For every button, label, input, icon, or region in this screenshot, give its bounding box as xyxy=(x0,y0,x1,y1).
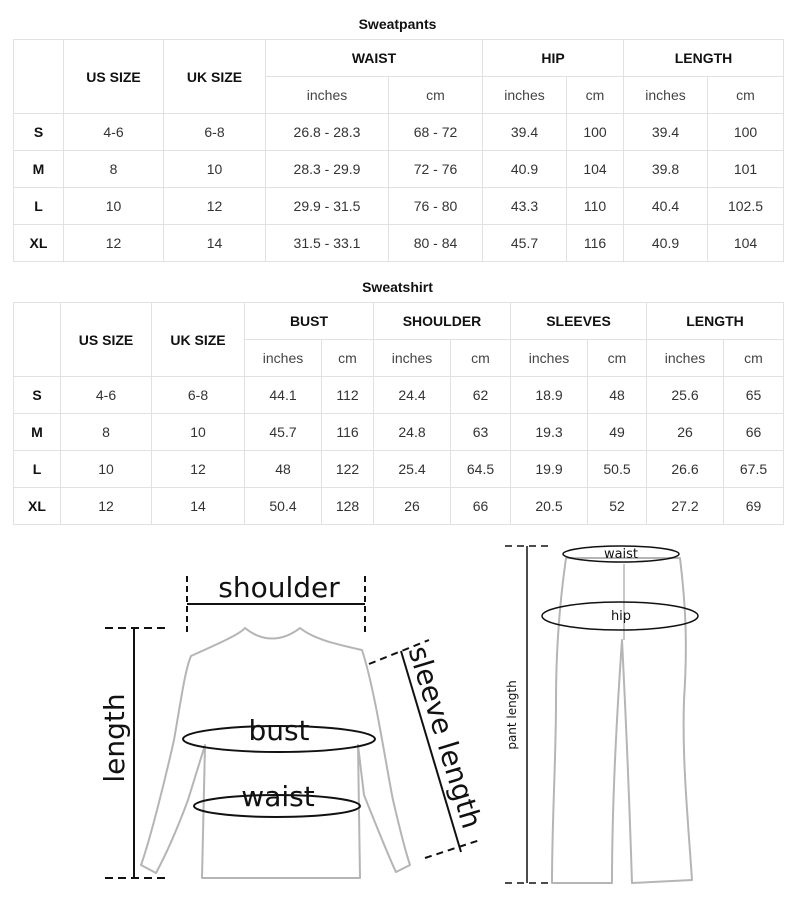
length-in-cell: 25.6 xyxy=(647,377,724,414)
unit-inches: inches xyxy=(624,77,708,114)
uk-size-cell: 14 xyxy=(152,488,245,525)
size-header-empty xyxy=(14,303,61,377)
length-cm-cell: 102.5 xyxy=(708,188,784,225)
length-header: LENGTH xyxy=(647,303,784,340)
table-row xyxy=(14,225,784,262)
hip-label: hip xyxy=(610,609,632,624)
bust-label: bust xyxy=(248,714,310,747)
length-cm-cell: 101 xyxy=(708,151,784,188)
length-header: LENGTH xyxy=(624,40,784,77)
unit-cm: cm xyxy=(708,77,784,114)
bust-cm-cell: 112 xyxy=(322,377,374,414)
us-size-cell: 10 xyxy=(61,451,152,488)
bust-cm-cell: 116 xyxy=(322,414,374,451)
uk-size-cell: 14 xyxy=(164,225,266,262)
us-size-cell: 10 xyxy=(64,188,164,225)
unit-inches: inches xyxy=(511,340,588,377)
uk-size-cell: 6-8 xyxy=(152,377,245,414)
size-label: L xyxy=(14,188,64,225)
size-label: S xyxy=(14,377,61,414)
uk-size-header: UK SIZE xyxy=(152,303,245,377)
sleeves-cm-cell: 49 xyxy=(588,414,647,451)
hip-in-cell: 39.4 xyxy=(483,114,567,151)
length-cm-cell: 100 xyxy=(708,114,784,151)
waist-cm-cell: 76 - 80 xyxy=(389,188,483,225)
sleeves-in-cell: 20.5 xyxy=(511,488,588,525)
length-in-cell: 40.4 xyxy=(624,188,708,225)
waist-in-cell: 31.5 - 33.1 xyxy=(266,225,389,262)
shoulder-in-cell: 24.4 xyxy=(374,377,451,414)
us-size-header: US SIZE xyxy=(64,40,164,114)
sleeves-in-cell: 18.9 xyxy=(511,377,588,414)
hip-in-cell: 45.7 xyxy=(483,225,567,262)
length-cm-cell: 69 xyxy=(724,488,784,525)
sweatpants-table xyxy=(13,39,784,262)
us-size-cell: 12 xyxy=(61,488,152,525)
header-row xyxy=(14,40,784,77)
length-label: length xyxy=(98,693,131,783)
waist-in-cell: 28.3 - 29.9 xyxy=(266,151,389,188)
sweatshirt-title: Sweatshirt xyxy=(362,279,433,295)
hip-cm-cell: 104 xyxy=(567,151,624,188)
length-in-cell: 26.6 xyxy=(647,451,724,488)
shoulder-cm-cell: 62 xyxy=(451,377,511,414)
uk-size-cell: 10 xyxy=(152,414,245,451)
waist-cm-cell: 72 - 76 xyxy=(389,151,483,188)
us-size-cell: 8 xyxy=(64,151,164,188)
sleeves-cm-cell: 52 xyxy=(588,488,647,525)
shoulder-cm-cell: 64.5 xyxy=(451,451,511,488)
unit-cm: cm xyxy=(389,77,483,114)
bust-in-cell: 48 xyxy=(245,451,322,488)
shoulder-label: shoulder xyxy=(218,571,340,604)
hip-in-cell: 40.9 xyxy=(483,151,567,188)
unit-inches: inches xyxy=(266,77,389,114)
length-in-cell: 40.9 xyxy=(624,225,708,262)
sleeves-header: SLEEVES xyxy=(511,303,647,340)
pants-waist-label: waist xyxy=(603,547,639,562)
unit-cm: cm xyxy=(724,340,784,377)
length-in-cell: 27.2 xyxy=(647,488,724,525)
length-in-cell: 39.8 xyxy=(624,151,708,188)
hip-cm-cell: 110 xyxy=(567,188,624,225)
size-label: L xyxy=(14,451,61,488)
unit-inches: inches xyxy=(647,340,724,377)
us-size-header: US SIZE xyxy=(61,303,152,377)
length-cm-cell: 104 xyxy=(708,225,784,262)
sleeves-in-cell: 19.3 xyxy=(511,414,588,451)
length-cm-cell: 65 xyxy=(724,377,784,414)
hip-in-cell: 43.3 xyxy=(483,188,567,225)
bust-in-cell: 44.1 xyxy=(245,377,322,414)
uk-size-cell: 12 xyxy=(152,451,245,488)
table-row xyxy=(14,451,784,488)
uk-size-cell: 12 xyxy=(164,188,266,225)
us-size-cell: 4-6 xyxy=(64,114,164,151)
size-header-empty xyxy=(14,40,64,114)
sweatpants-title: Sweatpants xyxy=(358,16,437,32)
bust-cm-cell: 122 xyxy=(322,451,374,488)
length-cm-cell: 67.5 xyxy=(724,451,784,488)
bust-in-cell: 45.7 xyxy=(245,414,322,451)
size-label: M xyxy=(14,151,64,188)
sleeves-cm-cell: 50.5 xyxy=(588,451,647,488)
hip-cm-cell: 116 xyxy=(567,225,624,262)
table-row xyxy=(14,488,784,525)
hip-header: HIP xyxy=(483,40,624,77)
us-size-cell: 8 xyxy=(61,414,152,451)
shoulder-header: SHOULDER xyxy=(374,303,511,340)
unit-inches: inches xyxy=(245,340,322,377)
unit-inches: inches xyxy=(483,77,567,114)
unit-cm: cm xyxy=(322,340,374,377)
pants-illustration xyxy=(552,558,692,883)
table-row xyxy=(14,151,784,188)
size-label: M xyxy=(14,414,61,451)
unit-cm: cm xyxy=(588,340,647,377)
table-row xyxy=(14,377,784,414)
shoulder-cm-cell: 66 xyxy=(451,488,511,525)
waist-in-cell: 29.9 - 31.5 xyxy=(266,188,389,225)
bust-cm-cell: 128 xyxy=(322,488,374,525)
unit-cm: cm xyxy=(567,77,624,114)
pant-length-label: pant length xyxy=(505,680,519,750)
bust-header: BUST xyxy=(245,303,374,340)
table-row xyxy=(14,114,784,151)
size-label: S xyxy=(14,114,64,151)
shoulder-in-cell: 25.4 xyxy=(374,451,451,488)
shirt-waist-label: waist xyxy=(241,780,315,813)
shoulder-cm-cell: 63 xyxy=(451,414,511,451)
waist-header: WAIST xyxy=(266,40,483,77)
waist-cm-cell: 80 - 84 xyxy=(389,225,483,262)
length-in-cell: 26 xyxy=(647,414,724,451)
length-in-cell: 39.4 xyxy=(624,114,708,151)
unit-inches: inches xyxy=(374,340,451,377)
hip-cm-cell: 100 xyxy=(567,114,624,151)
measurement-diagram xyxy=(0,528,795,898)
table-row xyxy=(14,188,784,225)
size-label: XL xyxy=(14,225,64,262)
uk-size-cell: 10 xyxy=(164,151,266,188)
waist-in-cell: 26.8 - 28.3 xyxy=(266,114,389,151)
length-cm-cell: 66 xyxy=(724,414,784,451)
size-label: XL xyxy=(14,488,61,525)
shoulder-in-cell: 24.8 xyxy=(374,414,451,451)
waist-cm-cell: 68 - 72 xyxy=(389,114,483,151)
header-row xyxy=(14,303,784,340)
us-size-cell: 4-6 xyxy=(61,377,152,414)
sleeve-length-label: sleeve length xyxy=(401,642,489,833)
unit-cm: cm xyxy=(451,340,511,377)
uk-size-cell: 6-8 xyxy=(164,114,266,151)
sweatshirt-table xyxy=(13,302,784,525)
sleeves-in-cell: 19.9 xyxy=(511,451,588,488)
shoulder-in-cell: 26 xyxy=(374,488,451,525)
sweatshirt-illustration xyxy=(141,628,410,878)
us-size-cell: 12 xyxy=(64,225,164,262)
uk-size-header: UK SIZE xyxy=(164,40,266,114)
table-row xyxy=(14,414,784,451)
bust-in-cell: 50.4 xyxy=(245,488,322,525)
sleeves-cm-cell: 48 xyxy=(588,377,647,414)
